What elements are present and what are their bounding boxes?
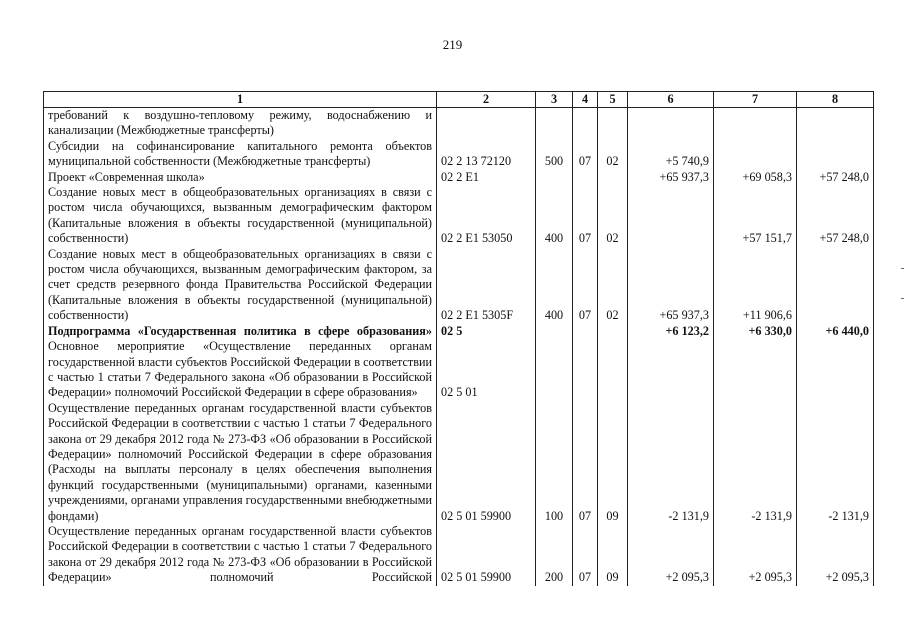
cell-amount-year-2: +69 058,3	[714, 170, 797, 185]
cell-expense-type	[536, 324, 573, 339]
cell-subsection: 02	[598, 185, 628, 247]
cell-amount-year-3: +57 248,0	[797, 185, 874, 247]
cell-section: 07	[573, 247, 598, 324]
header-col-5: 5	[598, 92, 628, 108]
cell-amount-year-3	[797, 247, 874, 324]
cell-expense-type: 200	[536, 524, 573, 586]
cell-amount-year-3	[797, 139, 874, 170]
cell-subsection	[598, 108, 628, 139]
header-col-7: 7	[714, 92, 797, 108]
cell-amount-year-1: +65 937,3	[628, 247, 714, 324]
table-row	[44, 139, 874, 170]
table-row	[44, 185, 874, 247]
cell-description: Проект «Современная школа»	[44, 170, 437, 185]
scan-edge-mark	[901, 298, 904, 299]
cell-expense-type	[536, 339, 573, 401]
cell-amount-year-2: +11 906,6	[714, 247, 797, 324]
cell-amount-year-2: +6 330,0	[714, 324, 797, 339]
cell-budget-code	[437, 108, 536, 139]
cell-description: Создание новых мест в общеобразовательных организациях в связи с ростом числа обучающихся, вызванным демографическим фактором (Капитальные вложения в объекты государственной (муниципальной) собственности)	[44, 185, 437, 247]
cell-expense-type: 400	[536, 185, 573, 247]
cell-expense-type: 400	[536, 247, 573, 324]
table-row	[44, 324, 874, 339]
cell-amount-year-1	[628, 108, 714, 139]
cell-description: требований к воздушно-тепловому режиму, водоснабжению и канализации (Межбюджетные трансферты)	[44, 108, 437, 139]
cell-expense-type: 100	[536, 401, 573, 524]
table-row	[44, 339, 874, 401]
cell-expense-type: 500	[536, 139, 573, 170]
cell-subsection: 09	[598, 401, 628, 524]
cell-description: Субсидии на софинансирование капитального ремонта объектов муниципальной собственности (Межбюджетные трансферты)	[44, 139, 437, 170]
cell-section	[573, 324, 598, 339]
table-body	[44, 108, 874, 586]
cell-description: Подпрограмма «Государственная политика в сфере образования»	[44, 324, 437, 339]
header-col-4: 4	[573, 92, 598, 108]
cell-amount-year-3: -2 131,9	[797, 401, 874, 524]
cell-amount-year-3: +2 095,3	[797, 524, 874, 586]
cell-subsection: 02	[598, 247, 628, 324]
header-col-3: 3	[536, 92, 573, 108]
cell-amount-year-3	[797, 339, 874, 401]
cell-amount-year-1	[628, 339, 714, 401]
cell-subsection	[598, 324, 628, 339]
header-col-2: 2	[437, 92, 536, 108]
table-row	[44, 170, 874, 185]
cell-section	[573, 339, 598, 401]
cell-amount-year-2	[714, 139, 797, 170]
cell-amount-year-1: +5 740,9	[628, 139, 714, 170]
cell-budget-code: 02 2 E1 53050	[437, 185, 536, 247]
cell-budget-code: 02 2 E1 5305F	[437, 247, 536, 324]
cell-amount-year-3: +6 440,0	[797, 324, 874, 339]
cell-description: Осуществление переданных органам государственной власти субъектов Российской Федерации в соответствии с частью 1 статьи 7 Федерального закона от 29 декабря 2012 года № 273-ФЗ «Об образовании в Российской Федерации» полномочий Российской Федерации в сфере образования (Расходы на выплаты персоналу в целях обеспечения выполнения функций государственными (муниципальными) органами, казенными учреждениями, органами управления государственными внебюджетными фондами)	[44, 401, 437, 524]
cell-description: Создание новых мест в общеобразовательных организациях в связи с ростом числа обучающихся, вызванным демографическим фактором, за счет средств резервного фонда Правительства Российской Федерации (Капитальные вложения в объекты государственной (муниципальной) собственности)	[44, 247, 437, 324]
cell-amount-year-2	[714, 339, 797, 401]
cell-section: 07	[573, 401, 598, 524]
cell-subsection: 09	[598, 524, 628, 586]
header-col-8: 8	[797, 92, 874, 108]
cell-budget-code: 02 5 01 59900	[437, 401, 536, 524]
cell-expense-type	[536, 108, 573, 139]
budget-table	[43, 91, 874, 586]
cell-budget-code: 02 5	[437, 324, 536, 339]
cell-expense-type	[536, 170, 573, 185]
table-row	[44, 401, 874, 524]
cell-amount-year-1: -2 131,9	[628, 401, 714, 524]
header-row	[44, 92, 874, 108]
page-number: 219	[442, 37, 463, 52]
cell-amount-year-2: +57 151,7	[714, 185, 797, 247]
table-row	[44, 524, 874, 586]
cell-budget-code: 02 2 13 72120	[437, 139, 536, 170]
cell-section	[573, 170, 598, 185]
cell-section	[573, 108, 598, 139]
scan-edge-mark	[901, 268, 904, 269]
cell-subsection: 02	[598, 139, 628, 170]
cell-amount-year-1	[628, 185, 714, 247]
cell-budget-code: 02 2 E1	[437, 170, 536, 185]
cell-budget-code: 02 5 01 59900	[437, 524, 536, 586]
cell-section: 07	[573, 139, 598, 170]
cell-amount-year-1: +65 937,3	[628, 170, 714, 185]
cell-amount-year-2: -2 131,9	[714, 401, 797, 524]
cell-amount-year-1: +6 123,2	[628, 324, 714, 339]
cell-budget-code: 02 5 01	[437, 339, 536, 401]
cell-amount-year-2: +2 095,3	[714, 524, 797, 586]
cell-amount-year-3: +57 248,0	[797, 170, 874, 185]
cell-description: Основное мероприятие «Осуществление переданных органам государственной власти субъектов Российской Федерации в соответствии с частью 1 статьи 7 Федерального закона «Об образовании в Российской Федерации» полномочий Российской Федерации в сфере образования»	[44, 339, 437, 401]
cell-section: 07	[573, 185, 598, 247]
cell-subsection	[598, 339, 628, 401]
cell-amount-year-1: +2 095,3	[628, 524, 714, 586]
cell-description: Осуществление переданных органам государственной власти субъектов Российской Федерации в соответствии с частью 1 статьи 7 Федерального закона от 29 декабря 2012 года № 273-ФЗ «Об образовании в Российской Федерации» полномочий Российской	[44, 524, 437, 586]
cell-subsection	[598, 170, 628, 185]
cell-amount-year-2	[714, 108, 797, 139]
header-col-1: 1	[44, 92, 437, 108]
cell-section: 07	[573, 524, 598, 586]
header-col-6: 6	[628, 92, 714, 108]
cell-amount-year-3	[797, 108, 874, 139]
table-row	[44, 108, 874, 139]
table-row	[44, 247, 874, 324]
